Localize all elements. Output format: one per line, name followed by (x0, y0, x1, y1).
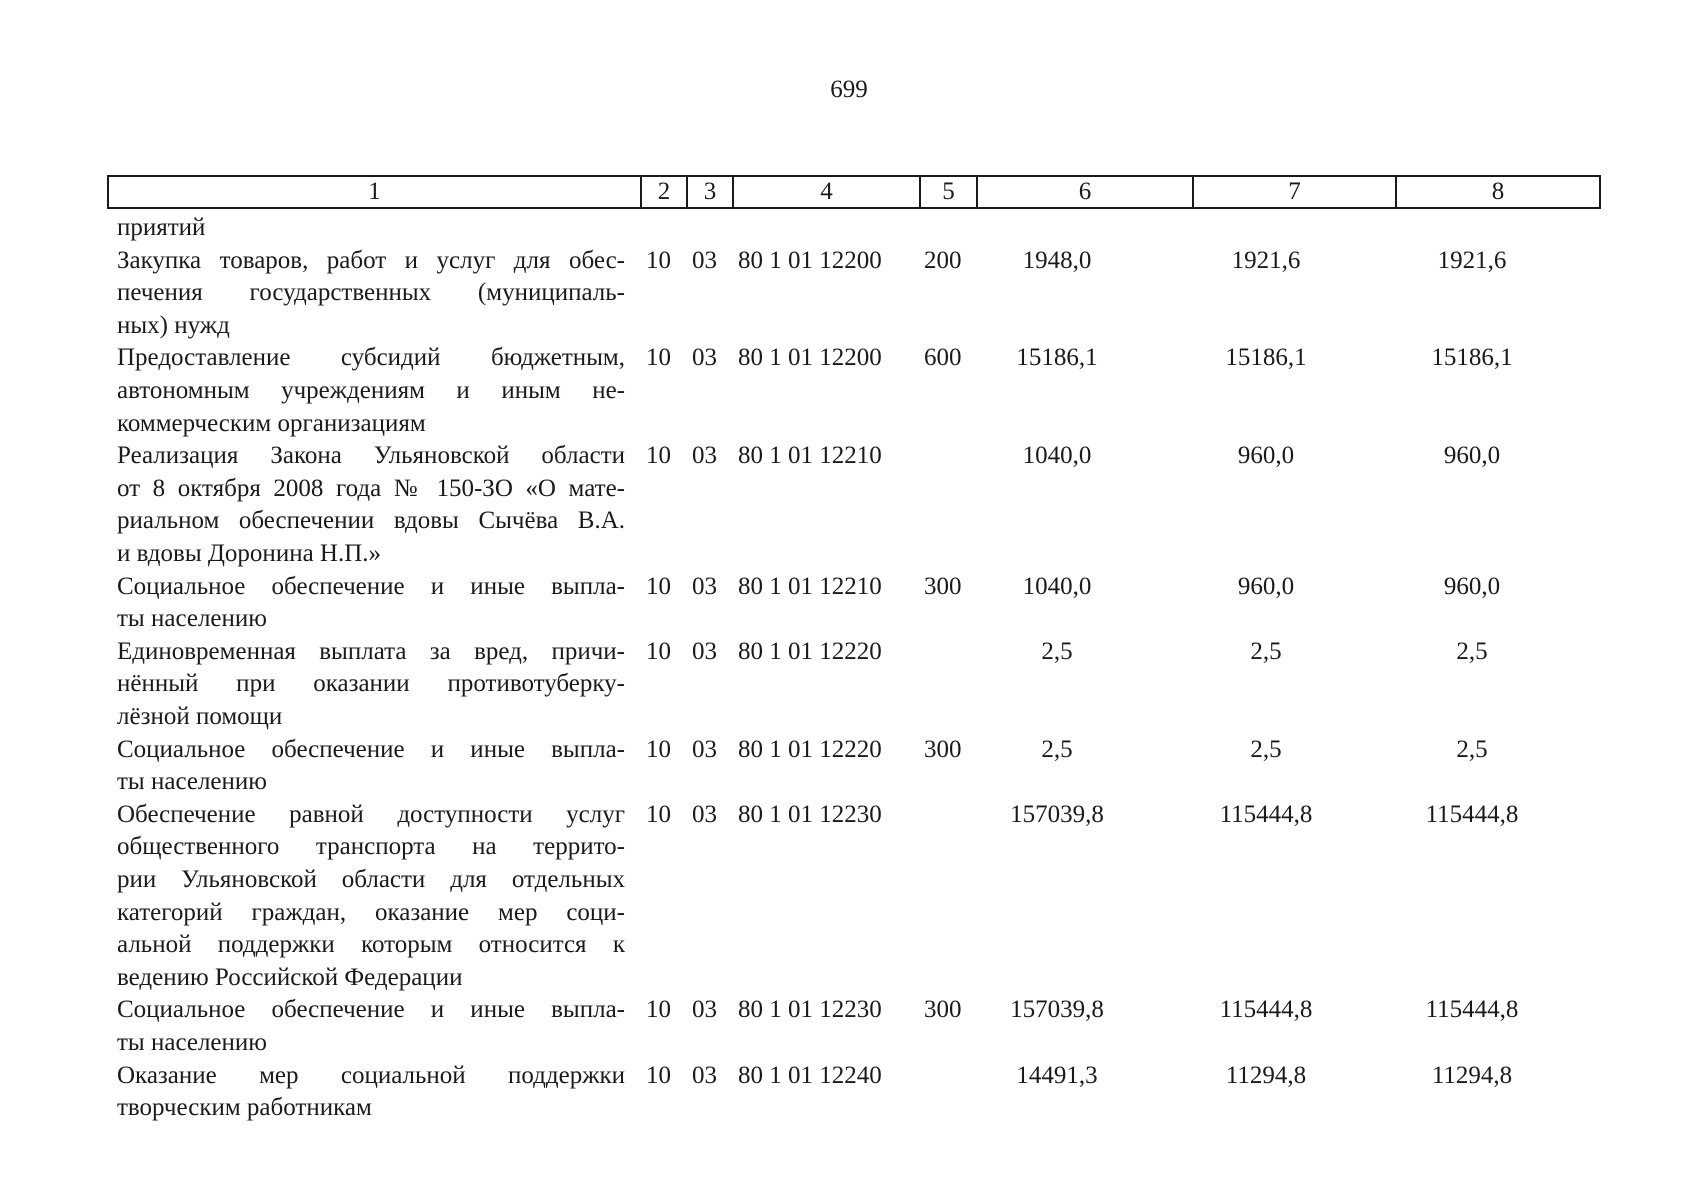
row-cell-6: 2,5 (1041, 637, 1073, 665)
column-header-row (108, 176, 1600, 208)
column-header-6: 6 (977, 176, 1193, 208)
row-cell-3: 03 (692, 1061, 717, 1089)
row-cell-6: 1948,0 (1022, 246, 1092, 274)
description-line: Закупка товаров, работ и услуг для обес- (117, 246, 625, 274)
row-cell-8: 11294,8 (1431, 1061, 1513, 1089)
row-cell-5: 300 (924, 996, 962, 1024)
row-cell-4: 80 1 01 12220 (738, 735, 882, 763)
description-line: ты населению (117, 1028, 267, 1056)
row-cell-6: 15186,1 (1016, 344, 1098, 372)
column-header-1: 1 (108, 176, 641, 208)
row-cell-5: 300 (924, 572, 962, 600)
row-cell-4: 80 1 01 12230 (738, 996, 882, 1024)
description-line: альной поддержки которым относится к (117, 931, 625, 959)
page-number: 699 (830, 76, 868, 103)
description-line: ты населению (117, 768, 267, 796)
row-cell-8: 15186,1 (1431, 344, 1513, 372)
row-cell-7: 960,0 (1237, 442, 1295, 470)
row-cell-3: 03 (692, 442, 717, 470)
row-description (117, 994, 625, 1059)
row-cell-8: 960,0 (1443, 572, 1501, 600)
row-cell-8: 1921,6 (1437, 246, 1507, 274)
row-cell-4: 80 1 01 12200 (738, 344, 882, 372)
description-line: коммерческим организациям (117, 409, 426, 437)
description-line: категорий граждан, оказание мер соци- (117, 898, 625, 926)
row-cell-4: 80 1 01 12210 (738, 572, 882, 600)
description-line: риальном обеспечении вдовы Сычёва В.А. (117, 507, 625, 535)
description-line: Социальное обеспечение и иные выпла- (117, 735, 625, 763)
row-cell-3: 03 (692, 800, 717, 828)
row-description (117, 212, 625, 245)
row-cell-4: 80 1 01 12230 (738, 800, 882, 828)
row-cell-6: 1040,0 (1022, 572, 1092, 600)
row-cell-8: 115444,8 (1425, 800, 1519, 828)
row-cell-3: 03 (692, 735, 717, 763)
row-description (117, 440, 625, 570)
row-cell-3: 03 (692, 246, 717, 274)
description-line: печения государственных (муниципаль- (117, 279, 625, 307)
row-description (117, 734, 625, 799)
row-cell-6: 14491,3 (1016, 1061, 1098, 1089)
row-cell-4: 80 1 01 12210 (738, 442, 882, 470)
row-cell-7: 960,0 (1237, 572, 1295, 600)
row-cell-3: 03 (692, 996, 717, 1024)
description-line: общественного транспорта на террито- (117, 833, 625, 861)
row-cell-5: 200 (924, 246, 962, 274)
row-description (117, 571, 625, 636)
column-header-2: 2 (641, 176, 687, 208)
row-cell-8: 115444,8 (1425, 996, 1519, 1024)
row-cell-2: 10 (646, 637, 671, 665)
row-cell-7: 115444,8 (1219, 996, 1313, 1024)
row-cell-3: 03 (692, 572, 717, 600)
description-line: и вдовы Доронина Н.П.» (117, 539, 382, 567)
description-line: ты населению (117, 605, 267, 633)
description-line: Предоставление субсидий бюджетным, (117, 344, 625, 372)
description-line: Социальное обеспечение и иные выпла- (117, 572, 625, 600)
row-cell-7: 11294,8 (1225, 1061, 1307, 1089)
row-cell-8: 2,5 (1456, 637, 1488, 665)
row-cell-6: 157039,8 (1010, 800, 1104, 828)
row-cell-7: 1921,6 (1231, 246, 1301, 274)
column-header-table (107, 175, 1601, 209)
row-cell-2: 10 (646, 246, 671, 274)
row-cell-2: 10 (646, 996, 671, 1024)
description-line: ных) нужд (117, 311, 230, 339)
description-line: Реализация Закона Ульяновской области (117, 442, 625, 470)
row-cell-5: 300 (924, 735, 962, 763)
row-cell-2: 10 (646, 344, 671, 372)
description-line: Социальное обеспечение и иные выпла- (117, 996, 625, 1024)
description-line: рии Ульяновской области для отдельных (117, 865, 625, 893)
description-line: от 8 октября 2008 года № 150-ЗО «О мате- (117, 474, 625, 502)
row-cell-4: 80 1 01 12200 (738, 246, 882, 274)
description-line: приятий (117, 214, 206, 241)
row-cell-8: 2,5 (1456, 735, 1488, 763)
row-cell-5: 600 (924, 344, 962, 372)
column-header-8: 8 (1396, 176, 1600, 208)
row-cell-8: 960,0 (1443, 442, 1501, 470)
column-header-4: 4 (733, 176, 920, 208)
row-cell-2: 10 (646, 1061, 671, 1089)
column-header-3: 3 (687, 176, 733, 208)
description-line: ведению Российской Федерации (117, 963, 463, 991)
column-header-7: 7 (1193, 176, 1396, 208)
row-cell-3: 03 (692, 637, 717, 665)
description-line: Обеспечение равной доступности услуг (117, 800, 625, 828)
description-line: автономным учреждениям и иным не- (117, 376, 625, 404)
row-cell-6: 1040,0 (1022, 442, 1092, 470)
column-header-5: 5 (920, 176, 977, 208)
row-cell-2: 10 (646, 442, 671, 470)
row-cell-6: 2,5 (1041, 735, 1073, 763)
description-line: лёзной помощи (117, 702, 283, 730)
description-line: нённый при оказании противотуберку- (117, 670, 625, 698)
row-cell-2: 10 (646, 572, 671, 600)
row-cell-7: 2,5 (1250, 637, 1282, 665)
row-cell-2: 10 (646, 800, 671, 828)
row-description (117, 342, 625, 440)
row-description (117, 636, 625, 734)
row-cell-2: 10 (646, 735, 671, 763)
row-cell-4: 80 1 01 12240 (738, 1061, 882, 1089)
row-description (117, 245, 625, 343)
row-description (117, 1060, 625, 1125)
row-cell-7: 115444,8 (1219, 800, 1313, 828)
row-cell-6: 157039,8 (1010, 996, 1104, 1024)
row-cell-7: 2,5 (1250, 735, 1282, 763)
row-cell-3: 03 (692, 344, 717, 372)
description-line: Единовременная выплата за вред, причи- (117, 637, 625, 665)
description-line: творческим работникам (117, 1094, 372, 1122)
row-description (117, 799, 625, 995)
row-cell-4: 80 1 01 12220 (738, 637, 882, 665)
row-cell-7: 15186,1 (1225, 344, 1307, 372)
description-line: Оказание мер социальной поддержки (117, 1061, 625, 1089)
